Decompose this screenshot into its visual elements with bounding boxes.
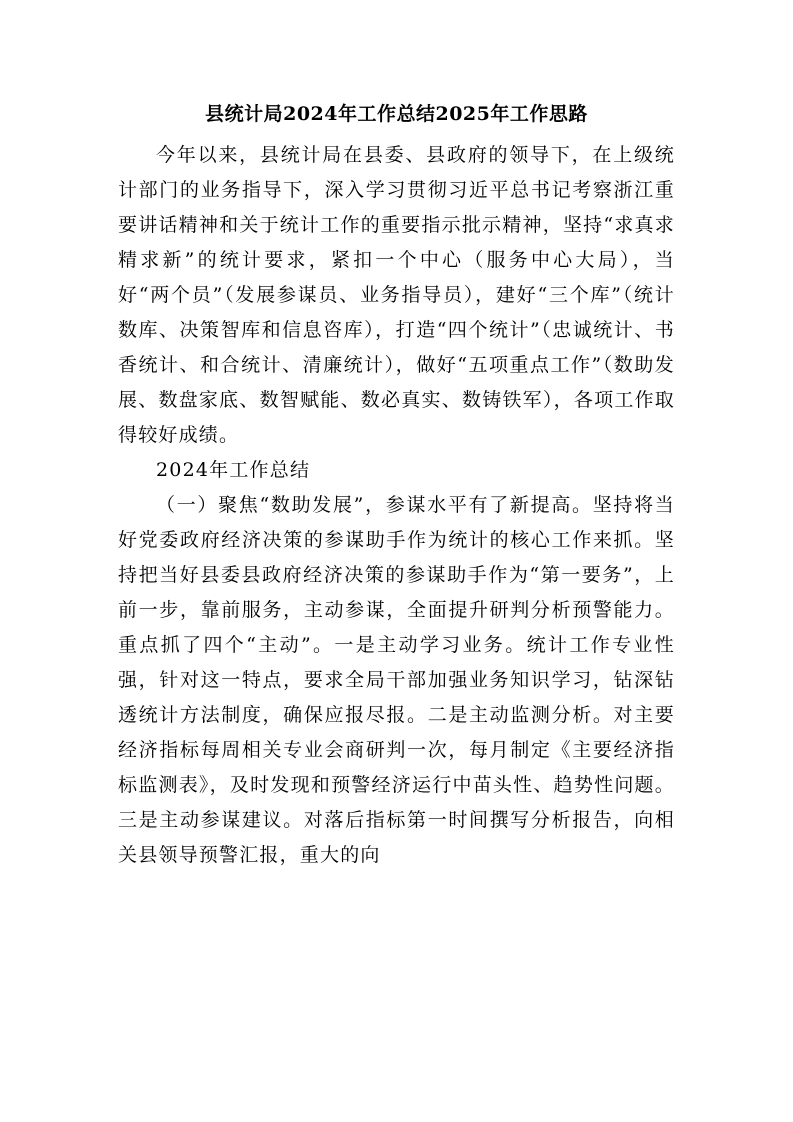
section-heading: 2024年工作总结 xyxy=(156,459,311,481)
document-title: 县统计局2024年工作总结2025年工作思路 xyxy=(205,103,588,125)
intro-paragraph: 今年以来，县统计局在县委、县政府的领导下，在上级统计部门的业务指导下，深入学习贯彻习近平总书记考察浙江重要讲话精神和关于统计工作的重要指示批示精神，坚持“求真求精求新”的统计要求，紧扣一个中心（服务中心大局），当好“两个员”（发展参谋员、业务指导员），建好“三个库”（统计数库、决策智库和信息咨库），打造“四个统计”（忠诚统计、书香统计、和合统计、清廉统计），做好“五项重点工作”（数助发展、数盘家底、数智赋能、数必真实、数铸铁军），各项工作取得较好成绩。 xyxy=(118,144,675,446)
section-paragraph: （一）聚焦“数助发展”，参谋水平有了新提高。坚持将当好党委政府经济决策的参谋助手作为统计的核心工作来抓。坚持把当好县委县政府经济决策的参谋助手作为“第一要务”，上前一步，靠前服务，主动参谋，全面提升研判分析预警能力。重点抓了四个“主动”。一是主动学习业务。统计工作专业性强，针对这一特点，要求全局干部加强业务知识学习，钻深钻透统计方法制度，确保应报尽报。二是主动监测分析。对主要经济指标每周相关专业会商研判一次，每月制定《主要经济指标监测表》，及时发现和预警经济运行中苗头性、趋势性问题。三是主动参谋建议。对落后指标第一时间撰写分析报告，向相关县领导预警汇报，重大的向 xyxy=(118,494,675,866)
